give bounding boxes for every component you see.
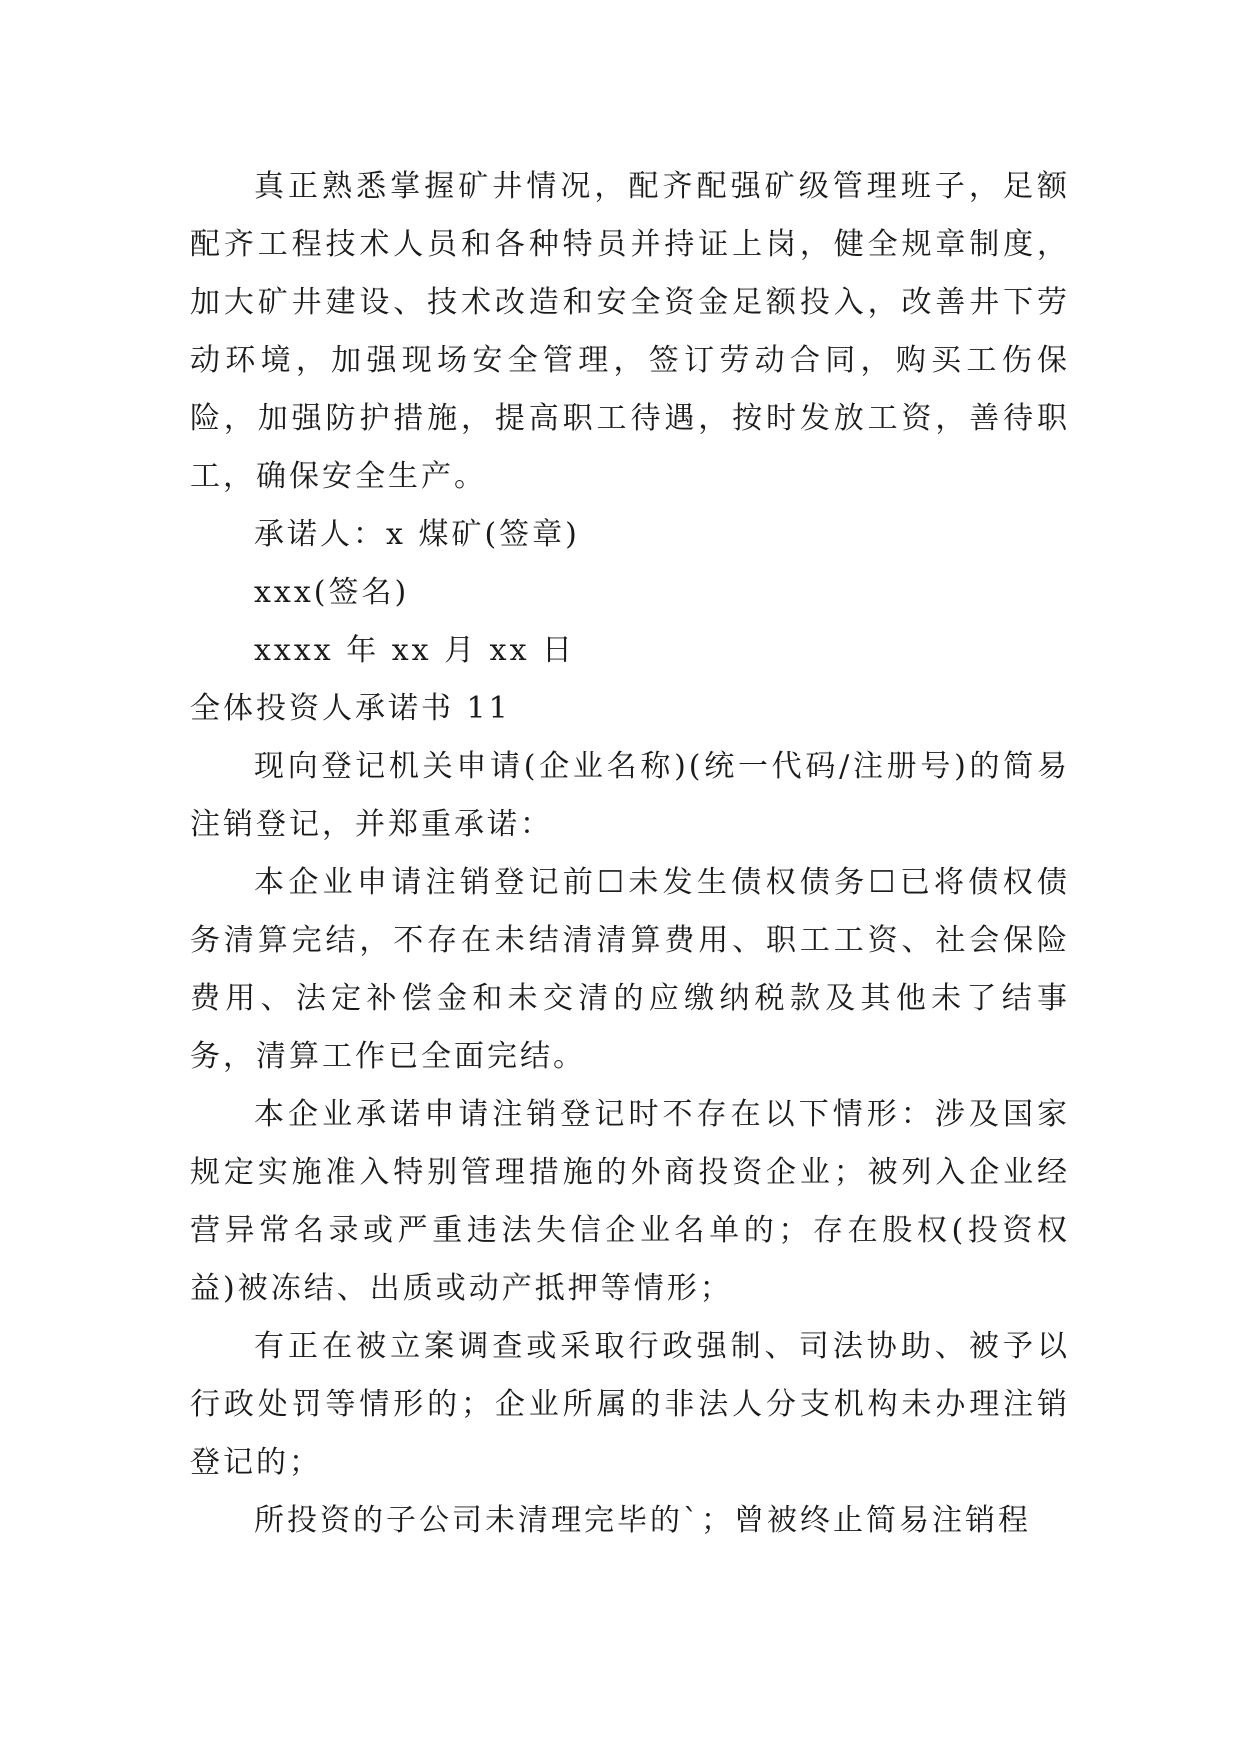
paragraph-subsidiary-conditions: 所投资的子公司未清理完毕的`；曾被终止简易注销程	[254, 1503, 1031, 1538]
paragraph-exclusion-conditions: 本企业承诺申请注销登记时不存在以下情形：涉及国家规定实施准入特别管理措施的外商投资企业；被列入企业经营异常名录或严重违法失信企业名单的；存在股权(投资权益)被冻结、出质或动产抵押等情形；	[190, 1097, 1070, 1306]
section-title: 全体投资人承诺书 11	[190, 691, 511, 726]
paragraph-investigation-conditions: 有正在被立案调查或采取行政强制、司法协助、被予以行政处罚等情形的；企业所属的非法人分支机构未办理注销登记的；	[190, 1329, 1070, 1480]
date-line: xxxx 年 xx 月 xx 日	[254, 633, 576, 668]
promisor-line: 承诺人：x 煤矿(签章)	[254, 517, 580, 552]
paragraph-safety-commitment: 真正熟悉掌握矿井情况，配齐配强矿级管理班子，足额配齐工程技术人员和各种特员并持证上岗，健全规章制度，加大矿井建设、技术改造和安全资金足额投入，改善井下劳动环境，加强现场安全管理，签订劳动合同，购买工伤保险，加强防护措施，提高职工待遇，按时发放工资，善待职工，确保安全生产。	[190, 169, 1070, 494]
paragraph-application: 现向登记机关申请(企业名称)(统一代码/注册号)的简易注销登记，并郑重承诺：	[190, 749, 1070, 842]
signer-line: xxx(签名)	[254, 575, 410, 610]
paragraph-debt-settlement: 本企业申请注销登记前☐未发生债权债务☐已将债权债务清算完结，不存在未结清清算费用、职工工资、社会保险费用、法定补偿金和未交清的应缴纳税款及其他未了结事务，清算工作已全面完结。	[190, 865, 1070, 1074]
document-body	[190, 158, 1070, 1550]
